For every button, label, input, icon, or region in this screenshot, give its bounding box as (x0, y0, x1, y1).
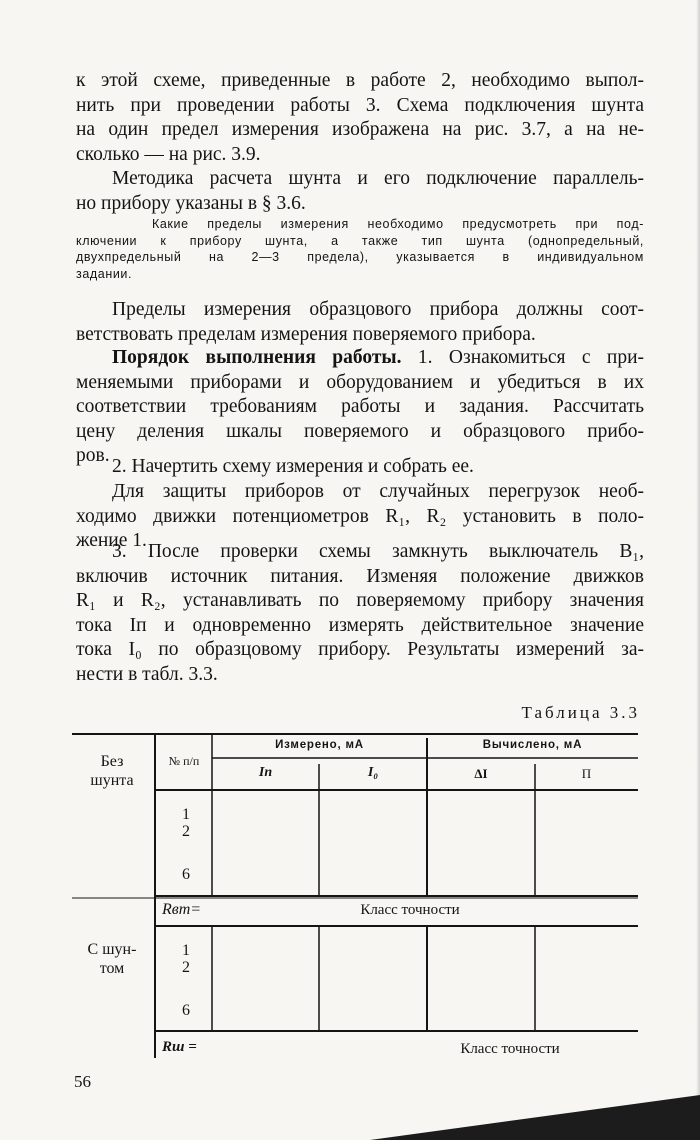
paragraph-1-line: к этой схеме, приведенные в работе 2, необходимо выпол- (76, 70, 644, 91)
paragraph-1-line: нить при проведении работы 3. Схема подключения шунта (76, 94, 644, 116)
row-number: 6 (182, 866, 190, 883)
note-line: двухпредельный на 2—3 предела), указывается в индивидуальном (76, 250, 644, 264)
paragraph-2-line: Методика расчета шунта и его подключение параллель- (112, 168, 644, 189)
row-number: 1 (182, 942, 190, 959)
page-edge-shadow (696, 0, 700, 1140)
rsh-label: Rш = (162, 1039, 197, 1055)
paragraph-4-line: цену деления шкалы поверяемого и образцового прибо- (76, 420, 644, 442)
paragraph-4-first-line-text: 1. Ознакомиться с при- (401, 347, 644, 368)
paragraph-4-line: соответствии требованиям работы и задания. Рассчитать (76, 396, 644, 417)
paragraph-6-line: жение 1. (76, 530, 147, 551)
paragraph-7-line: включив источник питания. Изменяя положение движков (76, 565, 644, 587)
table-caption: Таблица 3.3 (521, 703, 640, 722)
accuracy-class-label-2: Класс точности (460, 1041, 560, 1057)
row-number: 2 (182, 823, 190, 840)
col-p-header: П (581, 766, 592, 781)
col-in-header: Iп (258, 765, 273, 780)
with-shunt-label (76, 940, 148, 978)
row-number: 1 (182, 806, 190, 823)
col-di-header: ΔI (474, 766, 488, 781)
col-number-header: № п/п (168, 754, 200, 768)
paragraph-7-line: тока Iп и одновременно измерять действительное значение (76, 614, 644, 636)
with-shunt-label-line: том (99, 960, 125, 977)
procedure-heading: Порядок выполнения работы. (112, 347, 402, 368)
paragraph-3-line: Пределы измерения образцового прибора должны соот- (112, 299, 644, 320)
paragraph-4-line: ров. (76, 445, 110, 466)
group-measured-header: Измерено, мА (275, 739, 364, 751)
row-number: 2 (182, 959, 190, 976)
row-number: 6 (182, 1002, 190, 1019)
accuracy-class-label-1: Класс точности (360, 902, 460, 918)
paragraph-2-line: но прибору указаны в § 3.6. (76, 192, 306, 214)
note-line: задании. (76, 266, 133, 281)
paragraph-1-line: сколько — на рис. 3.9. (76, 143, 261, 165)
paragraph-1-line: на один предел измерения изображена на рис. 3.7, а на не- (76, 119, 644, 140)
note-line: ключении к прибору шунта, а также тип шунта (однопредельный, (76, 233, 644, 248)
paragraph-3-line: ветствовать пределам измерения поверяемого прибора. (76, 323, 536, 345)
note-line: Какие пределы измерения необходимо предусмотреть при под- (152, 217, 644, 231)
no-shunt-label-line: шунта (90, 772, 134, 789)
no-shunt-label-line: Без (100, 753, 124, 770)
paragraph-6-line: Для защиты приборов от случайных перегрузок необ- (112, 481, 644, 502)
paragraph-5-line: 2. Начертить схему измерения и собрать ее. (112, 456, 474, 477)
rvt-label: Rвт= (162, 901, 202, 918)
paragraph-4-line: меняемыми приборами и оборудованием и убедиться в их (76, 371, 644, 393)
paragraph-7-line: тока I₀ по образцовому прибору. Результаты измерений за- (76, 639, 644, 660)
with-shunt-label-line: С шун- (87, 941, 137, 958)
paragraph-6-line: ходимо движки потенциометров R₁, R₂ установить в поло- (76, 505, 644, 527)
col-io-header: I₀ (367, 765, 379, 780)
page-number: 56 (74, 1072, 91, 1091)
no-shunt-label (76, 752, 148, 790)
group-computed-header: Вычислено, мА (482, 739, 583, 751)
scan-corner-shadow (370, 1095, 700, 1140)
paragraph-7-line: R₁ и R₂, устанавливать по поверяемому прибору значения (76, 590, 644, 611)
paragraph-7-line: 3. После проверки схемы замкнуть выключатель B₁, (112, 541, 644, 562)
paragraph-7-line: нести в табл. 3.3. (76, 663, 218, 685)
